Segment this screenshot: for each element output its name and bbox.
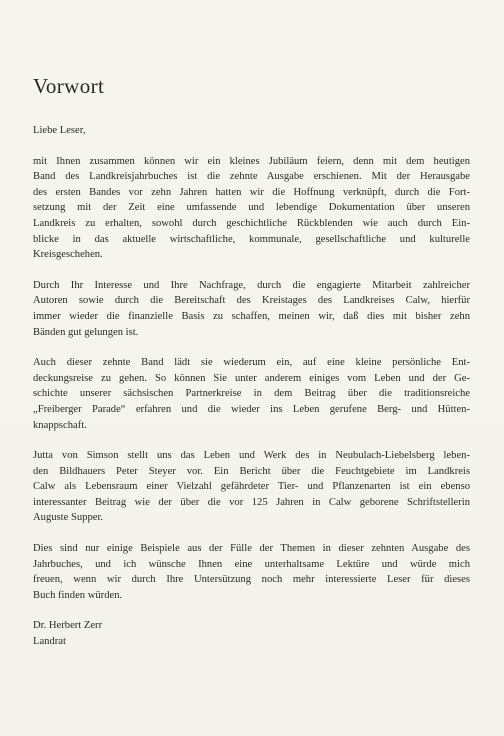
paragraph-line: Auguste Supper. <box>33 512 104 524</box>
paragraph-line: mit Ihnen zusammen können wir ein kleines Jubiläum feiern, denn mit dem heutigen <box>33 155 470 167</box>
signature-role: Landrat <box>33 636 66 648</box>
paragraph-line: den Bildhauers Peter Steyer vor. Ein Bericht über die Feuchtgebiete im Landkreis <box>33 465 470 477</box>
paragraph-1 <box>33 154 470 263</box>
document-body <box>33 123 470 650</box>
paragraph-line: blicke in das aktuelle wirtschaftliche, kommunale, gesellschaftliche und kulturelle <box>33 233 470 245</box>
paragraph-line: Auch dieser zehnte Band lädt sie wiederum ein, auf eine kleine persönliche Ent- <box>33 357 470 369</box>
paragraph-line: freuen, wenn wir durch Ihre Untersützung noch mehr interessierte Leser für dieses <box>33 574 470 586</box>
signature-name: Dr. Herbert Zerr <box>33 620 103 632</box>
paragraph-5 <box>33 541 470 603</box>
paragraph-2 <box>33 278 470 340</box>
paragraph-line: Jutta von Simson stellt uns das Leben und Werk des in Neubulach-Liebelsberg leben- <box>33 450 470 462</box>
paragraph-3 <box>33 355 470 433</box>
paragraph-line: Bänden gut gelungen ist. <box>33 326 139 338</box>
paragraph-line: Kreisgeschehen. <box>33 249 103 261</box>
paragraph-line: Dies sind nur einige Beispiele aus der Fülle der Themen in dieser zehnten Ausgabe des <box>33 543 470 555</box>
paragraph-line: Calw als Lebensraum einer Vielzahl gefährdeter Tier- und Pflanzenarten ist ein ebenso <box>33 481 470 493</box>
paragraph-line: schichte unserer sächsischen Partnerkreise in dem Beitrag über die traditionsreiche <box>33 388 470 400</box>
paragraph-line: Durch Ihr Interesse und Ihre Nachfrage, durch die engagierte Mitarbeit zahlreicher <box>33 279 470 291</box>
salutation: Liebe Leser, <box>33 125 86 136</box>
paragraph-line: immer wieder die finanzielle Basis zu schaffen, meinen wir, daß dies mit bisher zehn <box>33 310 470 322</box>
paragraph-line: Buch finden würden. <box>33 589 123 601</box>
paragraph-line: Landkreis zu erhalten, sowohl durch geschichtliche Rückblenden wie auch durch Ein- <box>33 217 470 229</box>
paragraph-line: knappschaft. <box>33 419 87 431</box>
paragraph-line: setzung mit der Zeit eine umfassende und lebendige Dokumentation über unseren <box>33 202 470 214</box>
paragraph-line: Autoren sowie durch die Bereitschaft des Kreistages des Landkreises Calw, hierfür <box>33 295 470 307</box>
paragraph-line: Jahrbuches, und ich wünsche Ihnen eine unterhaltsame Lektüre und würde mich <box>33 558 470 570</box>
paragraph-line: des ersten Bandes vor zehn Jahren hatten wir die Hoffnung verknüpft, durch die Fort- <box>33 186 470 198</box>
paragraph-line: „Freiberger Parade“ erfahren und die wieder ins Leben gerufene Berg- und Hütten- <box>33 403 470 415</box>
paragraph-line: deckungsreise zu gehen. So können Sie unter anderem einiges vom Leben und der Ge- <box>33 372 470 384</box>
paragraph-line: interessanter Beitrag wie der über die vor 125 Jahren in Calw geborene Schriftstellerin <box>33 496 470 508</box>
paragraph-line: Band des Landkreisjahrbuches ist die zehnte Ausgabe erschienen. Mit der Herausgabe <box>33 171 470 183</box>
signature-block <box>33 618 470 649</box>
page-title: Vorwort <box>33 74 105 98</box>
paragraph-4 <box>33 448 470 526</box>
